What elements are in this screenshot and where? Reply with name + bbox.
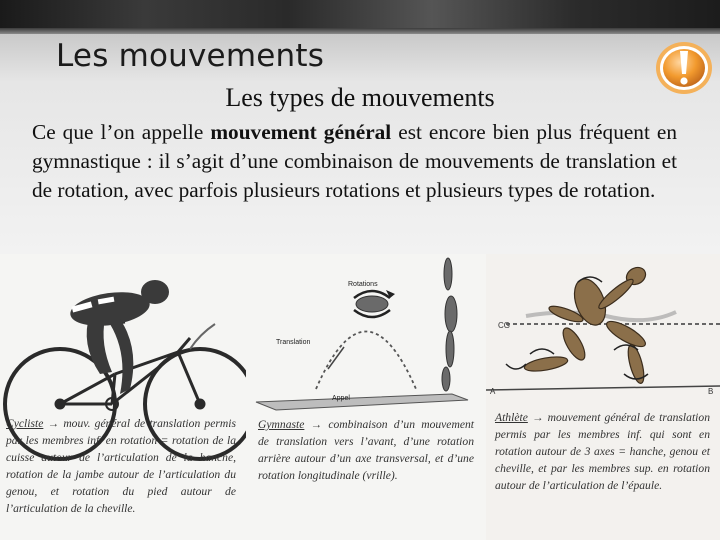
caption-cyclist bbox=[6, 415, 236, 517]
caption-gymnast-text: combinaison d’un mouvement de translation vers l’avant, d’une rotation arrière autour d’un axe transversal, et d’une rotation longitudinale (vrille). bbox=[258, 418, 474, 482]
caption-cyclist-arrow: → bbox=[43, 417, 64, 430]
body-intro: Ce que l’on appelle bbox=[32, 120, 211, 144]
label-rotations: Rotations bbox=[348, 281, 378, 288]
caption-athlete-lead: Athlète bbox=[495, 411, 528, 424]
body-paragraph bbox=[32, 118, 677, 205]
slide-title: Les mouvements bbox=[56, 38, 325, 74]
caption-cyclist-text: mouv. général de translation permis par les membres inf. en rotation = rotation de la cuisse autour de l’articulation de la hanche, rotation de la jambe autour de l’articulation du genou, et rotation du pied autour de l’articulation de la cheville. bbox=[6, 417, 236, 515]
caption-gymnast bbox=[258, 416, 474, 484]
athlete-figure bbox=[486, 254, 720, 540]
caption-gymnast-arrow: → bbox=[304, 418, 329, 431]
label-translation: Translation bbox=[276, 339, 311, 346]
body-highlight: mouvement général bbox=[210, 120, 392, 144]
caption-athlete bbox=[495, 409, 710, 494]
slide-subtitle: Les types de mouvements bbox=[225, 83, 495, 112]
caption-athlete-text: mouvement général de translation permis par les membres inf. qui sont en rotation autour de 3 axes = hanche, genou et cheville, et par les membres sup. en rotation autour de l’articulation de l’épaule. bbox=[495, 411, 710, 492]
body-rest: est encore bien plus fréquent en gymnastique : il s’agit d’une combinaison de mouvements de translation et de rotation, avec parfois plusieurs rotations et plusieurs types de rotation. bbox=[32, 120, 677, 202]
label-cg: CG bbox=[498, 321, 510, 330]
label-appel: Appel bbox=[332, 395, 350, 402]
caption-gymnast-lead: Gymnaste bbox=[258, 418, 305, 431]
gymnast-figure bbox=[246, 254, 486, 540]
label-b: B bbox=[708, 387, 714, 396]
caption-athlete-arrow: → bbox=[527, 411, 548, 424]
caption-cyclist-lead: Cycliste bbox=[6, 417, 44, 430]
label-a: A bbox=[490, 387, 496, 396]
decorative-header-band bbox=[0, 0, 720, 34]
